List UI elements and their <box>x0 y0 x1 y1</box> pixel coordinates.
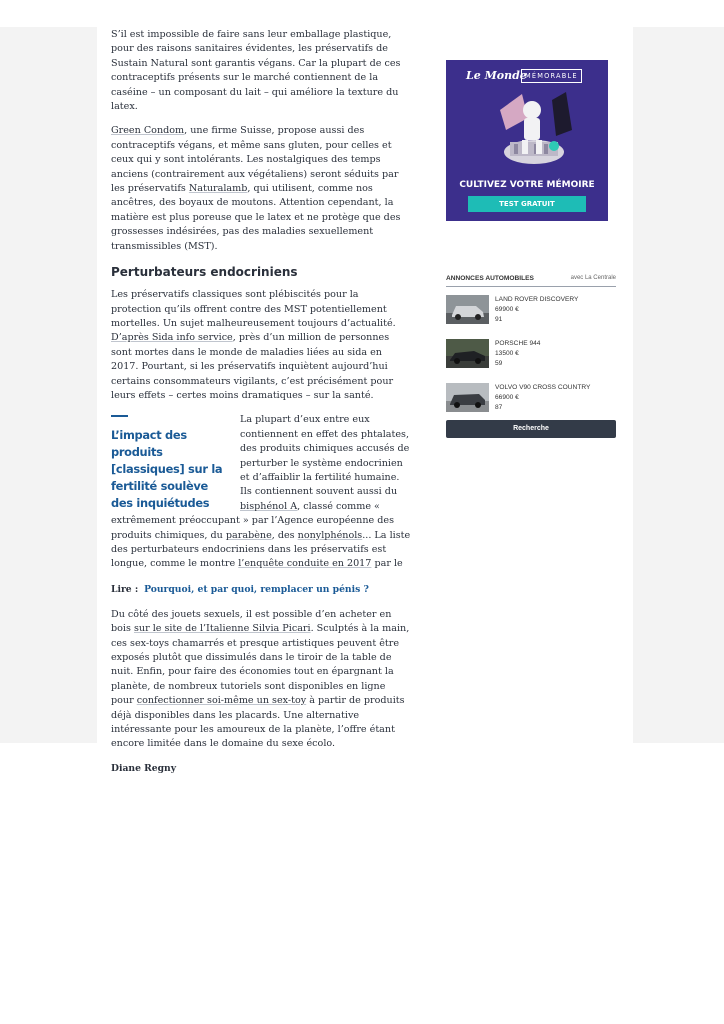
listing-name: PORSCHE 944 <box>495 340 541 347</box>
car-thumbnail-icon <box>446 295 489 324</box>
listing-name: LAND ROVER DISCOVERY <box>495 296 579 303</box>
widget-partner: avec La Centrale <box>570 275 616 281</box>
enquete-link[interactable]: l’enquête conduite en 2017 <box>238 558 372 570</box>
listing-department: 87 <box>495 404 503 411</box>
read-also-label: Lire : <box>111 584 139 596</box>
listing-department: 91 <box>495 316 503 323</box>
bisphenol-link[interactable]: bisphénol A <box>240 500 298 512</box>
listing-price: 13500 € <box>495 350 519 357</box>
paragraph: Du côté des jouets sexuels, il est possible d’en acheter en bois sur le site de l’Italienne Silvia Picari. Sculptés à la main, ces sex-toys chamarrés et presque artistiques peuvent être exposés plutôt que dissimulés dans le tiroir de la table de nuit. Enfin, pour faire des économies tout en épargnant la planète, de nombreux tutoriels sont disponibles en ligne pour confectionner soi-même un sex-toy à partir de produits déjà disponibles dans les placards. Une alternative intéressante pour les amoureux de la planète, l’offre étant encore limitée dans le domaine du sexe écolo. <box>111 608 410 750</box>
listing-item[interactable] <box>446 292 616 331</box>
paragraph-text: , une firme Suisse, propose aussi des contraceptifs végans, et même sans gluten, pour celles et ceux qui y sont intolérants. Les nostalgiques des temps anciens (contrairement aux végétaliens) seront séduits par les préservatifs <box>111 125 399 195</box>
section-subheading: Perturbateurs endocriniens <box>111 265 298 280</box>
listing-price: 69900 € <box>495 306 519 313</box>
article-body <box>111 28 411 776</box>
pull-quote-section <box>111 413 411 583</box>
silvia-picari-link[interactable]: sur le site de l’Italienne Silvia Picari <box>133 623 311 635</box>
paragraph-text: Les préservatifs classiques sont plébiscités pour la protection qu’ils offrent contre des MST potentiellement mortelles. Un sujet malheureusement toujours d’actualité. <box>111 289 396 329</box>
paragraph-text: S’il est impossible de faire sans leur emballage plastique, pour des raisons sanitaires évidentes, les préservatifs de Sustain Natural sont garantis végans. Car la plupart de ces contraceptifs présents sur le marché contiennent de la caséine – un composant du lait – qui améliore la texture du latex. <box>111 29 401 113</box>
ad-headline: CULTIVEZ VOTRE MÉMOIRE <box>459 180 595 190</box>
naturalamb-link[interactable]: Naturalamb <box>188 183 248 195</box>
author-signature: Diane Regny <box>111 762 177 774</box>
listing-name: VOLVO V90 CROSS COUNTRY <box>495 384 591 391</box>
parabene-link[interactable]: parabène <box>225 529 272 541</box>
sida-info-service-link[interactable]: D’après Sida info service <box>111 332 233 344</box>
paragraph <box>111 28 411 114</box>
astronaut-illustration-icon <box>492 90 576 176</box>
paragraph <box>111 288 411 403</box>
listing-item[interactable] <box>446 336 616 375</box>
le-monde-logo: Le Monde <box>466 69 527 82</box>
listing-department: 59 <box>495 360 503 367</box>
pull-quote: L’impact des produits [classiques] sur la fertilité soulève des inquiétudes <box>111 428 223 511</box>
quote-accent-bar <box>111 415 128 417</box>
green-condom-link[interactable]: Green Condom <box>111 125 185 137</box>
search-button[interactable]: Recherche <box>446 420 616 438</box>
car-thumbnail-icon <box>446 383 489 412</box>
read-also <box>111 583 411 597</box>
car-thumbnail-icon <box>446 339 489 368</box>
ad-cta-button[interactable]: TEST GRATUIT <box>468 196 586 212</box>
paragraph-text: , qui utilisent, comme nos ancêtres, des boyaux de moutons. Attention cependant, la matière est plus poreuse que le latex et ne protège que des grossesses indésirées, pas des maladies sexuellement transmissibles (MST). <box>111 183 401 252</box>
ad-brand-badge: MÉMORABLE <box>521 69 582 83</box>
widget-title: ANNONCES AUTOMOBILES <box>446 275 534 282</box>
paragraph: La plupart d’eux entre eux contiennent en effet des phtalates, des produits chimiques accusés de perturber le système endocrinien et d’affaiblir la fertilité humaine. Ils contiennent souvent aussi du bisphénol A, classé comme « extrêmement préoccupant » par l’Agence européenne des produits chimiques, du parabène, des nonylphénols... La liste des perturbateurs endocriniens dans les préservatifs est longue, comme le montre l’enquête conduite en 2017 par le <box>111 414 411 570</box>
listing-price: 66900 € <box>495 394 519 401</box>
nonylphenols-link[interactable]: nonylphénols <box>297 529 363 541</box>
listing-item[interactable] <box>446 380 616 419</box>
read-also-link[interactable]: Pourquoi, et par quoi, remplacer un pénis ? <box>144 584 369 596</box>
paragraph <box>111 124 411 254</box>
paragraph-text: , près d’un million de personnes sont mortes dans le monde de maladies liées au sida en 2017. Pourtant, si les préservatifs inquiètent aujourd’hui certains consommateurs vigilants, c’est précisément pour leurs effets – certes moins dramatiques – sur la santé. <box>111 332 394 401</box>
car-listings-widget <box>446 275 616 438</box>
ad-banner[interactable] <box>446 60 608 221</box>
widget-header <box>446 275 616 287</box>
diy-sex-toy-link[interactable]: confectionner soi-même un sex-toy <box>136 695 307 707</box>
